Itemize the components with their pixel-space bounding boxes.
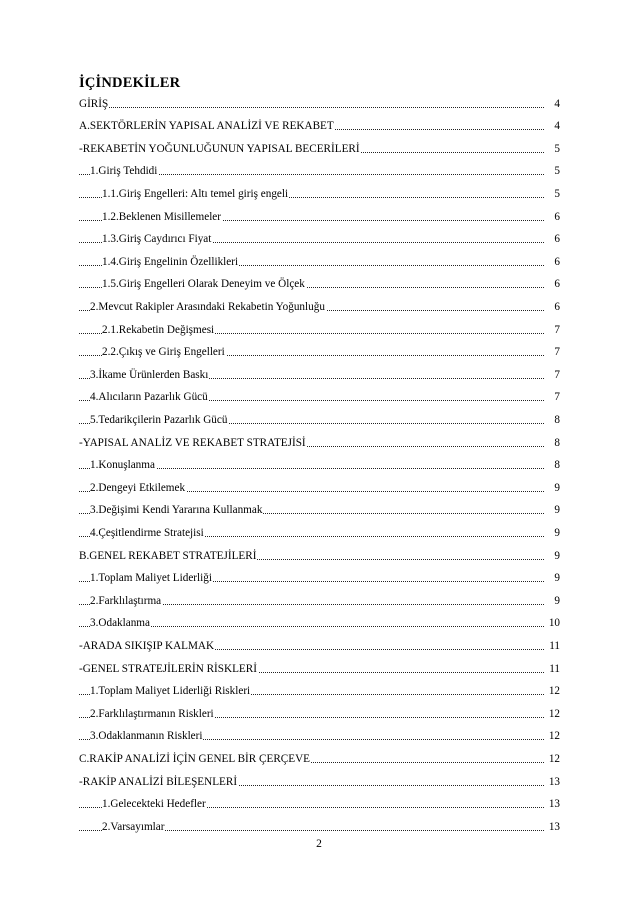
- toc-entry-label: 3.İkame Ürünlerden Baskı: [90, 368, 209, 381]
- page-number: 2: [316, 838, 322, 850]
- toc-entry-label: 4.Alıcıların Pazarlık Gücü: [90, 391, 208, 404]
- toc-entry-label: 1.2.Beklenen Misillemeler: [102, 210, 221, 223]
- toc-entry[interactable]: [79, 480, 560, 496]
- toc-entry[interactable]: [79, 683, 560, 699]
- toc-entry-page: 9: [554, 594, 560, 607]
- toc-entry-label: GİRİŞ: [79, 97, 109, 110]
- toc-entry-page: 12: [548, 730, 560, 743]
- toc-entry-label: C.RAKİP ANALİZİ İÇİN GENEL BİR ÇERÇEVE: [79, 752, 310, 765]
- toc-entry-label: 4.Çeşitlendirme Stratejisi: [90, 526, 204, 539]
- toc-entry[interactable]: [79, 186, 560, 202]
- toc-entry[interactable]: [79, 615, 560, 631]
- toc-entry-page: 5: [554, 165, 560, 178]
- toc-entry-label: 5.Tedarikçilerin Pazarlık Gücü: [90, 413, 228, 426]
- toc-entry-label: 3.Odaklanma: [90, 617, 150, 630]
- toc-entry-label: 1.5.Giriş Engelleri Olarak Deneyim ve Ölçek: [102, 278, 305, 291]
- toc-entry-page: 6: [554, 210, 560, 223]
- toc-entry-page: 11: [549, 662, 560, 675]
- toc-entry-page: 7: [554, 391, 560, 404]
- toc-entry[interactable]: [79, 525, 560, 541]
- toc-entry-page: 6: [554, 278, 560, 291]
- toc-entry-label: 2.2.Çıkış ve Giriş Engelleri: [102, 346, 225, 359]
- toc-entry-label: -YAPISAL ANALİZ VE REKABET STRATEJİSİ: [79, 436, 306, 449]
- toc-entry-page: 7: [554, 323, 560, 336]
- toc-entry[interactable]: [79, 502, 560, 518]
- toc-entry-label: -ARADA SIKIŞIP KALMAK: [79, 639, 215, 652]
- toc-entry-page: 4: [554, 97, 560, 110]
- toc-entry-page: 5: [554, 187, 560, 200]
- toc-entry[interactable]: [79, 96, 560, 112]
- toc-entry[interactable]: [79, 706, 560, 722]
- toc-entry-label: B.GENEL REKABET STRATEJİLERİ: [79, 549, 257, 562]
- toc-entry[interactable]: [79, 254, 560, 270]
- toc-entry-label: 1.Toplam Maliyet Liderliği: [90, 572, 212, 585]
- toc-entry-label: A.SEKTÖRLERİN YAPISAL ANALİZİ VE REKABET: [79, 120, 334, 133]
- toc-entry-page: 11: [549, 639, 560, 652]
- toc-entry[interactable]: [79, 367, 560, 383]
- toc-entry-label: 1.Toplam Maliyet Liderliği Riskleri: [90, 685, 251, 698]
- toc-entry[interactable]: [79, 299, 560, 315]
- toc-entry[interactable]: [79, 435, 560, 451]
- toc-entry-page: 8: [554, 413, 560, 426]
- toc-entry[interactable]: [79, 118, 560, 134]
- toc-entry-page: 13: [548, 820, 560, 833]
- toc-entry-page: 12: [548, 685, 560, 698]
- toc-entry[interactable]: [79, 231, 560, 247]
- toc-entry-label: 1.3.Giriş Caydırıcı Fiyat: [102, 233, 212, 246]
- toc-entry-page: 8: [554, 436, 560, 449]
- toc-entry-page: 7: [554, 346, 560, 359]
- toc-entry[interactable]: [79, 570, 560, 586]
- toc-entry[interactable]: [79, 638, 560, 654]
- toc-entry-label: -RAKİP ANALİZİ BİLEŞENLERİ: [79, 775, 238, 788]
- toc-entry[interactable]: [79, 728, 560, 744]
- toc-entry[interactable]: [79, 209, 560, 225]
- toc-entry[interactable]: [79, 819, 560, 835]
- toc-entry[interactable]: [79, 796, 560, 812]
- toc-entry-label: 2.Farklılaştırmanın Riskleri: [90, 707, 214, 720]
- toc-entry[interactable]: [79, 774, 560, 790]
- toc-entry-page: 6: [554, 300, 560, 313]
- toc-entry-page: 9: [554, 504, 560, 517]
- toc-entry-label: 2.1.Rekabetin Değişmesi: [102, 323, 215, 336]
- toc-entry-page: 9: [554, 549, 560, 562]
- toc-entry[interactable]: [79, 457, 560, 473]
- toc-entry[interactable]: [79, 593, 560, 609]
- toc-entry[interactable]: [79, 344, 560, 360]
- toc-entry-label: 1.Gelecekteki Hedefler: [102, 798, 206, 811]
- toc-entry-label: 1.4.Giriş Engelinin Özellikleri: [102, 255, 239, 268]
- toc-entry-page: 7: [554, 368, 560, 381]
- toc-entry-page: 13: [548, 775, 560, 788]
- toc-entry-label: 2.Mevcut Rakipler Arasındaki Rekabetin Yoğunluğu: [90, 300, 325, 313]
- toc-entry-label: -REKABETİN YOĞUNLUĞUNUN YAPISAL BECERİLERİ: [79, 142, 360, 155]
- toc-entry[interactable]: [79, 412, 560, 428]
- toc-entry-page: 12: [548, 752, 560, 765]
- toc-entry-page: 12: [548, 707, 560, 720]
- toc-entry-page: 6: [554, 255, 560, 268]
- toc-entry-label: 3.Odaklanmanın Riskleri: [90, 730, 203, 743]
- toc-entry-page: 13: [548, 798, 560, 811]
- toc-entry-page: 9: [554, 572, 560, 585]
- toc-entry-label: -GENEL STRATEJİLERİN RİSKLERİ: [79, 662, 257, 675]
- toc-entry-page: 5: [554, 142, 560, 155]
- toc-entry[interactable]: [79, 141, 560, 157]
- toc-entry[interactable]: [79, 548, 560, 564]
- toc-entry-label: 2.Farklılaştırma: [90, 594, 162, 607]
- toc-entry-label: 1.Giriş Tehdidi: [90, 165, 158, 178]
- toc-entry[interactable]: [79, 389, 560, 405]
- toc-entry-label: 3.Değişimi Kendi Yararına Kullanmak: [90, 504, 263, 517]
- toc-entry[interactable]: [79, 751, 560, 767]
- toc-entry-page: 4: [554, 120, 560, 133]
- page-title: İÇİNDEKİLER: [79, 75, 181, 91]
- toc-entry[interactable]: [79, 276, 560, 292]
- toc-entry-label: 1.Konuşlanma: [90, 459, 155, 472]
- toc-entry-label: 2.Dengeyi Etkilemek: [90, 481, 186, 494]
- toc-entry-label: 2.Varsayımlar: [102, 820, 165, 833]
- toc-entry[interactable]: [79, 661, 560, 677]
- toc-entry-page: 9: [554, 481, 560, 494]
- toc-entry[interactable]: [79, 322, 560, 338]
- toc-entry-page: 6: [554, 233, 560, 246]
- toc-entry-page: 9: [554, 526, 560, 539]
- toc-entry-page: 8: [554, 459, 560, 472]
- toc-entry-label: 1.1.Giriş Engelleri: Altı temel giriş engeli: [102, 187, 289, 200]
- toc-entry-page: 10: [548, 617, 560, 630]
- toc-entry[interactable]: [79, 163, 560, 179]
- dot-leader: [79, 107, 544, 108]
